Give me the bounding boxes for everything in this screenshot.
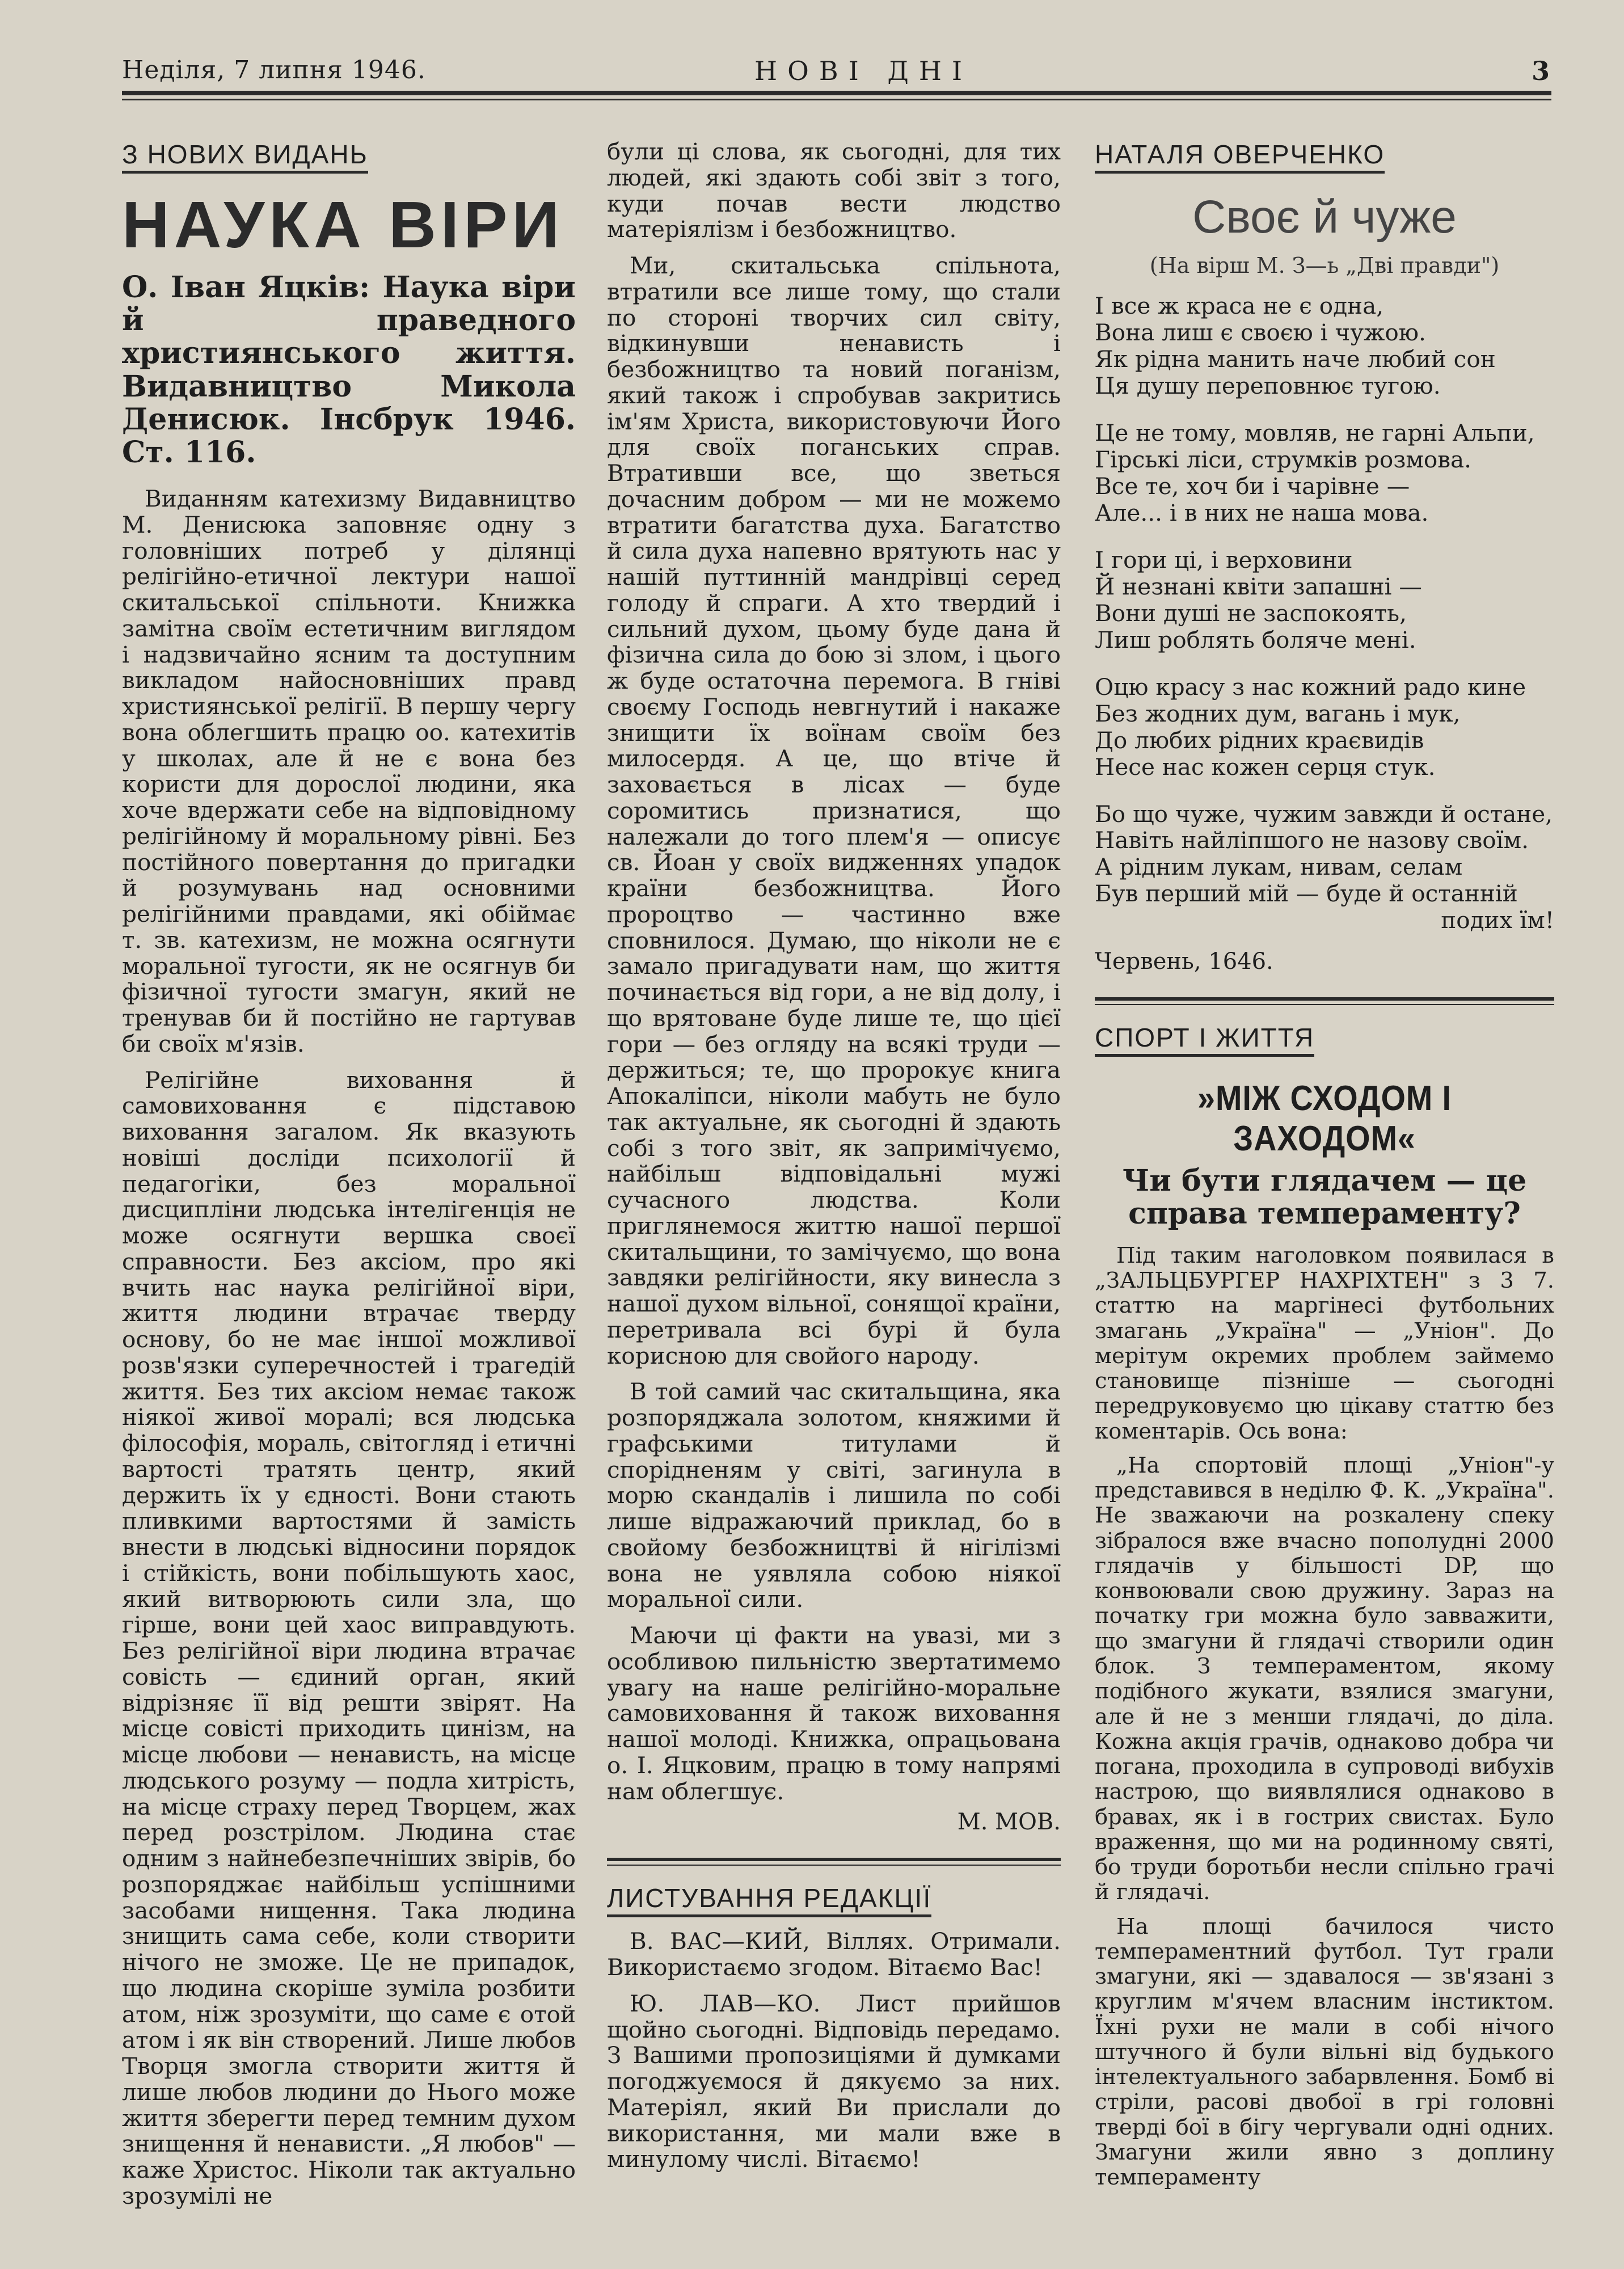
issue-date: Неділя, 7 липня 1946. — [122, 56, 426, 85]
poem-stanza — [1095, 674, 1554, 781]
poem-line: А рідним лукам, нивам, селам — [1095, 853, 1463, 881]
poem-stanza — [1095, 547, 1554, 653]
article-paragraph: В той самий час скитальщина, яка розпоряджала золотом, княжими й графськими титулами й спорідненям у світі, загинула в морю скандалів і лишила по собі лише відражаючий приклад, бо в свойому безбожництві й нігілізмі вона не уявляла собою ніякої моральної сили. — [607, 1378, 1061, 1613]
article-paragraph: Маючи ці факти на увазі, ми з особливою пильністю звертатимемо увагу на наше релігійно-моральне самовиховання й також виховання нашої молоді. Книжка, опрацьована о. І. Яцковим, працю в тому напрямі нам облегшує. — [607, 1622, 1061, 1805]
poem-line: Був перший мій — буде й останній — [1095, 880, 1518, 908]
poem-line: До любих рідних краєвидів — [1095, 726, 1424, 754]
poem-date: Червень, 1646. — [1095, 948, 1273, 975]
newspaper-name: НОВІ ДНІ — [754, 56, 973, 86]
poem-line: Вони душі не заспокоять, — [1095, 599, 1407, 627]
article-paragraph: Виданням катехизму Видавництво М. Денисюка заповняє одну з головніших потреб у ділянці релігійно-етичної лектури нашої скитальської спільноти. Книжка замітна своїм естетичним виглядом і надзвичайно ясним та доступним викладом найосновніших правд християнської релігії. В першу чергу вона облегшить працю оо. катехитів у школах, але й не є вона без користи для дорослої людини, яка хоче вдержати себе на відповідному релігійному й моральному рівні. Без постійного повертання до пригадки й розумувань над основними релігійними правдами, які обіймає т. зв. катехизм, не можна осягнути моральної тугости, як не осягнув би фізичної тугости змагун, який не тренував би й постійно не гартував би своїх м'язів. — [122, 485, 576, 1057]
poem-stanza — [1095, 293, 1554, 399]
article-paragraph: Ми, скитальська спільнота, втратили все лише тому, що стали по стороні творчих сил світу, відкинувши ненависть і безбожництво та новий поганізм, який також і спробував закритись ім'ям Христа, використовуючи Його для своїх поганських справ. Втративши все, що зветься дочасним добром — ми не можемо втратити багатства духа. Багатство й сила духа напевно врятують нас у нашій путтинній мандрівці серед голоду й спраги. А хто твердий і сильний духом, цьому буде дана й фізична сила до бою зі злом, і цього ж буде остаточна перемога. В гніві своєму Господь невгнутий і накаже знищити їх воїнам своїм без милосердя. А це, що втіче й заховається в лісах — буде соромитись признатися, що належали до того плем'я — описує св. Йоан у своїх видженнях упадок країни безбожництва. Його пророцтво — частинно вже сповнилося. Думаю, що ніколи не є замало пригадувати нам, що життя починається від гори, а не від долу, і що врятоване буде лише те, що цієї гори — без огляду на всякі труди — держиться; те, що пророкує книга Апокаліпси, ніколи мабуть не було так актуальне, як сьогодні й здають собі з того звіт, як запримічуємо, найбільш відповідальні мужі сучасного людства. Коли приглянемося життю нашої першої скитальщини, то замічуємо, що вона завдяки релігійности, яку винесла з нашої духом вільної, сонящої країни, перетривала всі бурі й була корисною для свойого народу. — [607, 252, 1061, 1369]
poem-line: Все те, хоч би і чарівне — — [1095, 472, 1410, 500]
article-signature: М. МОВ. — [957, 1809, 1061, 1836]
poem-line: Несе нас кожен серця стук. — [1095, 753, 1436, 781]
article-paragraph: Релігійне виховання й самовиховання є підставою виховання загалом. Як вказують новіші досліди психології й педагогіки, без моральної дисципліни людська інтелігенція не може осягнути вершка своєї справности. Без аксіом, про які вчить нас наука релігійної віри, життя людини втрачає тверду основу, бо не має іншої можливої розв'язки суперечностей і трагедій життя. Без тих аксіом немає також ніякої живої моралі; вся людська філософія, мораль, світогляд і етичні вартості тратять центр, який держить їх у єдності. Вони стають пливкими вартостями й замість внести в людські відносини порядок і стійкість, вони побільшують хаос, який витворюють сили зла, що гірше, вони цей хаос виправдують. Без релігійної віри людина втрачає совість — єдиний орган, який відрізняє її від решти звірят. На місце совісті приходить цинізм, на місце любови — ненависть, на місце людського розуму — подла хитрість, на місце страху перед Творцем, жах перед розстрілом. Людина стає одним з найнебезпечніших звірів, бо розпоряджає найбільш успішними засобами нищення. Така людина знищить сама себе, коли створити нічого не зможе. Це не припадок, що людина скоріше зуміла розбити атом, ніж зрозуміти, що саме є отой атом і як він створений. Лише любов Творця змогла створити життя й лише любов людини до Нього може життя зберегти перед темним духом знищення й ненависти. „Я любов" — каже Христос. Ніколи так актуально зрозумілі не — [122, 1066, 576, 2209]
poem-subtitle: (На вірш М. З—ь „Дві правди") — [1149, 253, 1500, 278]
poem-line: Як рідна манить наче любий сон — [1095, 345, 1496, 373]
poem-line: подих їм! — [1441, 906, 1554, 934]
poem-line: Й незнані квіти запашні — — [1095, 572, 1422, 600]
poem-line: Без жодних дум, вагань і мук, — [1095, 699, 1461, 727]
header-rule-thin — [122, 99, 1551, 100]
rubric-author: НАТАЛЯ ОВЕРЧЕНКО — [1095, 139, 1385, 174]
rubric-new-publications: З НОВИХ ВИДАНЬ — [122, 139, 368, 174]
poem-stanza — [1095, 801, 1554, 934]
poem-line: Гірські ліси, струмків розмова. — [1095, 445, 1472, 473]
article-subtitle: О. Іван Яцків: Наука віри й праведного християнського життя. Видавництво Микола Денисюк. Інсбрук 1946. Ст. 116. — [122, 269, 576, 470]
poem-line: Оцю красу з нас кожний радо кине — [1095, 673, 1526, 701]
poem-stanza — [1095, 420, 1554, 526]
sport-paragraph: „На спортовій площі „Уніон"-у представився в неділю Ф. К. „Україна". Не зважаючи на розкалену спеку зібралося вже вчасно пополудні 2000 глядачів у більшості DP, що конвоювали свою дружину. Зараз на початку гри можна було завважити, що змагуни й глядачі створили один блок. З темпераментом, якому подібного жукати, взялися змагуни, але й не з менши глядачі, до діла. Кожна акція грачів, однаково добра чи погана, проходила в супроводі вибухів настрою, що виявлялися однаково в бравах, як і в гострих свистах. Було враження, що ми на родинному святі, бо труди боротьби несли спільно грачі й глядачі. — [1095, 1452, 1554, 1905]
sport-paragraph: Під таким наголовком появилася в „ЗАЛЬЦБУРГЕР НАХРІХТЕН" з 3 7. статтю на маргінесі футбольних змагань „Україна" — „Уніон". До мерітум окремих проблем займемо становище пізніше — сьогодні передруковуємо цю цікаву статтю без коментарів. Ось вона: — [1095, 1242, 1554, 1444]
letters-section — [607, 1883, 1061, 2173]
poem-line: Навіть найліпшого не назову своїм. — [1095, 826, 1529, 854]
poem-line: Але... і в них не наша мова. — [1095, 499, 1429, 526]
letter-reply: В. ВАС—КИЙ, Віллях. Отримали. Використаємо згодом. Вітаємо Вас! — [607, 1928, 1061, 1981]
sport-article-title: »МІЖ СХОДОМ І ЗАХОДОМ« — [1197, 1079, 1452, 1159]
poem-line: Вона лиш є своєю і чужою. — [1095, 318, 1426, 346]
poem-line: Ця душу переповнює тугою. — [1095, 372, 1441, 399]
letter-reply: Ю. ЛАВ—КО. Лист прийшов щойно сьогодні. Відповідь передамо. З Вашими пропозиціями й думками погоджуємося й дякуємо за них. Матеріял, який Ви прислали до використання, ми мали вже в минулому числі. Вітаємо! — [607, 1989, 1061, 2173]
column-1 — [122, 139, 576, 2209]
article-title: НАУКА ВІРИ — [122, 188, 564, 262]
poem-line: Це не тому, мовляв, не гарні Альпи, — [1095, 419, 1535, 446]
sport-paragraph: На площі бачилося чисто темпераментний футбол. Тут грали змагуни, які — здавалося — зв'язані з круглим м'ячем власним інстиктом. Їхні рухи не мали в собі нічого штучного й були вільні від будького інтелектуального забарвлення. Бомб ві стріли, расові двобої в грі головні тверді бої в бігу чергували одні одних. Змагуни жили явно з доплину темпераменту — [1095, 1913, 1554, 2191]
rubric-letters: ЛИСТУВАННЯ РЕДАКЦІЇ — [607, 1883, 931, 1917]
rubric-sport: СПОРТ І ЖИТТЯ — [1095, 1022, 1314, 1057]
article-paragraph: були ці слова, як сьогодні, для тих людей, які здають собі звіт з того, куди почав вести людство матеріялізм і безбожництво. — [607, 138, 1061, 243]
sport-article-subtitle: Чи бути глядачем — це справа темпераменту? — [1122, 1163, 1527, 1231]
section-divider — [607, 1858, 1061, 1866]
poem-line: І гори ці, і верховини — [1095, 546, 1353, 573]
page-number: 3 — [1532, 56, 1550, 86]
header-rule-thick — [122, 91, 1551, 95]
poem-line: І все ж краса не є одна, — [1095, 292, 1384, 319]
column-3 — [1095, 139, 1554, 2191]
section-divider — [1095, 997, 1554, 1005]
poem-line: Лиш роблять боляче мені. — [1095, 626, 1416, 653]
poem-line: Бо що чуже, чужим завжди й остане, — [1095, 800, 1553, 828]
poem-title: Своє й чуже — [1192, 191, 1457, 243]
column-2 — [607, 138, 1061, 2173]
